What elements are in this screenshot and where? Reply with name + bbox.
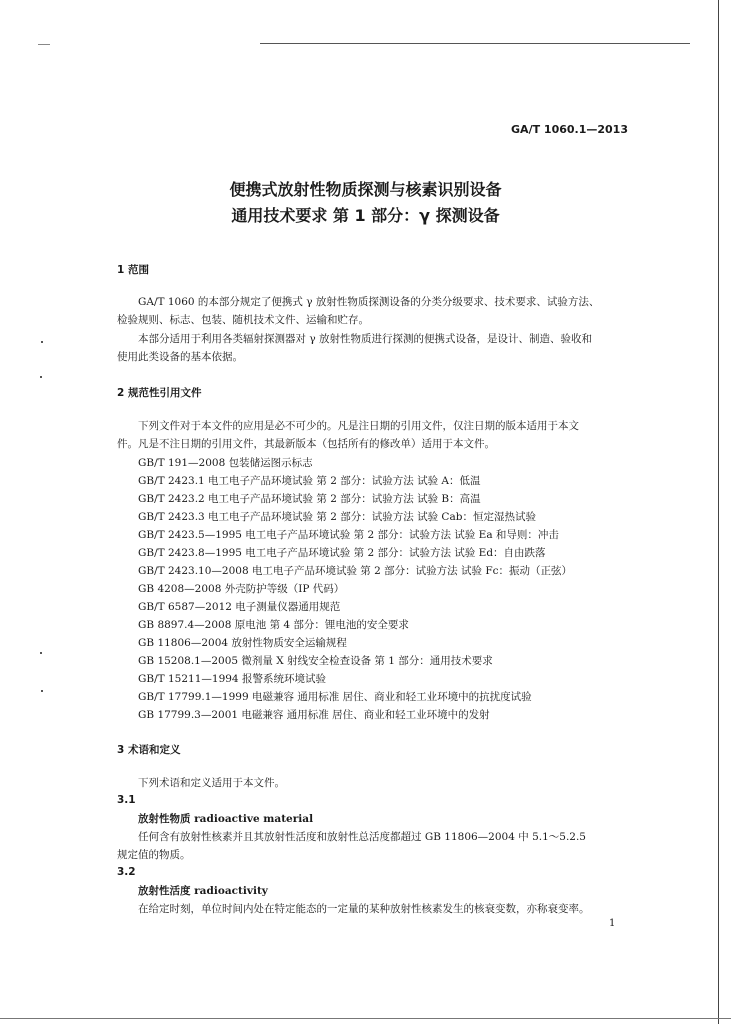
reference-item: GB/T 2423.8—1995 电工电子产品环境试验 第 2 部分：试验方法 试验 Ed：自由跌落 xyxy=(138,547,546,559)
reference-item: GB/T 2423.10—2008 电工电子产品环境试验 第 2 部分：试验方法 试验 Fc：振动（正弦） xyxy=(138,565,572,577)
scan-speck xyxy=(40,376,42,378)
top-rule xyxy=(260,43,690,44)
reference-item: GB/T 2423.5—1995 电工电子产品环境试验 第 2 部分：试验方法 试验 Ea 和导则：冲击 xyxy=(138,529,559,541)
scan-speck xyxy=(41,690,43,692)
reference-item: GB/T 2423.1 电工电子产品环境试验 第 2 部分：试验方法 试验 A：低温 xyxy=(138,475,481,487)
reference-item: GB/T 17799.1—1999 电磁兼容 通用标准 居住、商业和轻工业环境中的抗扰度试验 xyxy=(138,691,532,703)
term-number: 3.1 xyxy=(117,794,136,806)
title-line-2: 通用技术要求 第 1 部分：γ 探测设备 xyxy=(231,206,500,225)
scan-speck xyxy=(41,341,43,343)
reference-item: GB 17799.3—2001 电磁兼容 通用标准 居住、商业和轻工业环境中的发射 xyxy=(138,709,490,721)
reference-item: GB/T 6587—2012 电子测量仪器通用规范 xyxy=(138,601,341,613)
section-2-heading: 2 规范性引用文件 xyxy=(117,387,202,399)
refs-intro-line-2: 件。凡是不注日期的引用文件，其最新版本（包括所有的修改单）适用于本文件。 xyxy=(117,438,495,450)
scope-para-1-line-1: GA/T 1060 的本部分规定了便携式 γ 放射性物质探测设备的分类分级要求、技术要求、试验方法、 xyxy=(138,296,600,308)
term-number: 3.2 xyxy=(117,866,136,878)
scan-edge-right xyxy=(718,0,719,1024)
reference-item: GB 8897.4—2008 原电池 第 4 部分：锂电池的安全要求 xyxy=(138,619,409,631)
reference-item: GB/T 15211—1994 报警系统环境试验 xyxy=(138,673,326,685)
title-line-1: 便携式放射性物质探测与核素识别设备 xyxy=(229,180,502,199)
reference-item: GB 4208—2008 外壳防护等级（IP 代码） xyxy=(138,583,345,595)
term-definition-line-1: 在给定时刻，单位时间内处在特定能态的一定量的某种放射性核素发生的核衰变数，亦称衰变率。 xyxy=(138,903,590,915)
scan-speck xyxy=(40,652,42,654)
document-code: GA/T 1060.1—2013 xyxy=(511,123,628,136)
term-definition-line-1: 任何含有放射性核素并且其放射性活度和放射性总活度都超过 GB 11806—2004 中 5.1～5.2.5 xyxy=(138,831,586,843)
page-number: 1 xyxy=(609,918,616,929)
reference-item: GB/T 2423.3 电工电子产品环境试验 第 2 部分：试验方法 试验 Cab：恒定湿热试验 xyxy=(138,511,536,523)
left-dash-mark xyxy=(38,44,50,45)
reference-item: GB/T 191—2008 包装储运图示标志 xyxy=(138,457,313,469)
reference-item: GB/T 2423.2 电工电子产品环境试验 第 2 部分：试验方法 试验 B：高温 xyxy=(138,493,481,505)
scope-para-2-line-1: 本部分适用于利用各类辐射探测器对 γ 放射性物质进行探测的便携式设备，是设计、制造、验收和 xyxy=(138,333,592,345)
terms-intro: 下列术语和定义适用于本文件。 xyxy=(138,777,285,789)
term-definition-line-2: 规定值的物质。 xyxy=(117,849,191,861)
term-title: 放射性活度 radioactivity xyxy=(138,885,268,897)
section-1-heading: 1 范围 xyxy=(117,264,149,276)
section-3-heading: 3 术语和定义 xyxy=(117,744,181,756)
reference-item: GB 11806—2004 放射性物质安全运输规程 xyxy=(138,637,347,649)
scan-edge-bottom xyxy=(0,1018,731,1019)
refs-intro-line-1: 下列文件对于本文件的应用是必不可少的。凡是注日期的引用文件，仅注日期的版本适用于本文 xyxy=(138,420,579,432)
scope-para-1-line-2: 检验规则、标志、包装、随机技术文件、运输和贮存。 xyxy=(117,314,369,326)
reference-item: GB 15208.1—2005 微剂量 X 射线安全检查设备 第 1 部分：通用技术要求 xyxy=(138,655,493,667)
scope-para-2-line-2: 使用此类设备的基本依据。 xyxy=(117,351,243,363)
term-title: 放射性物质 radioactive material xyxy=(138,813,314,825)
